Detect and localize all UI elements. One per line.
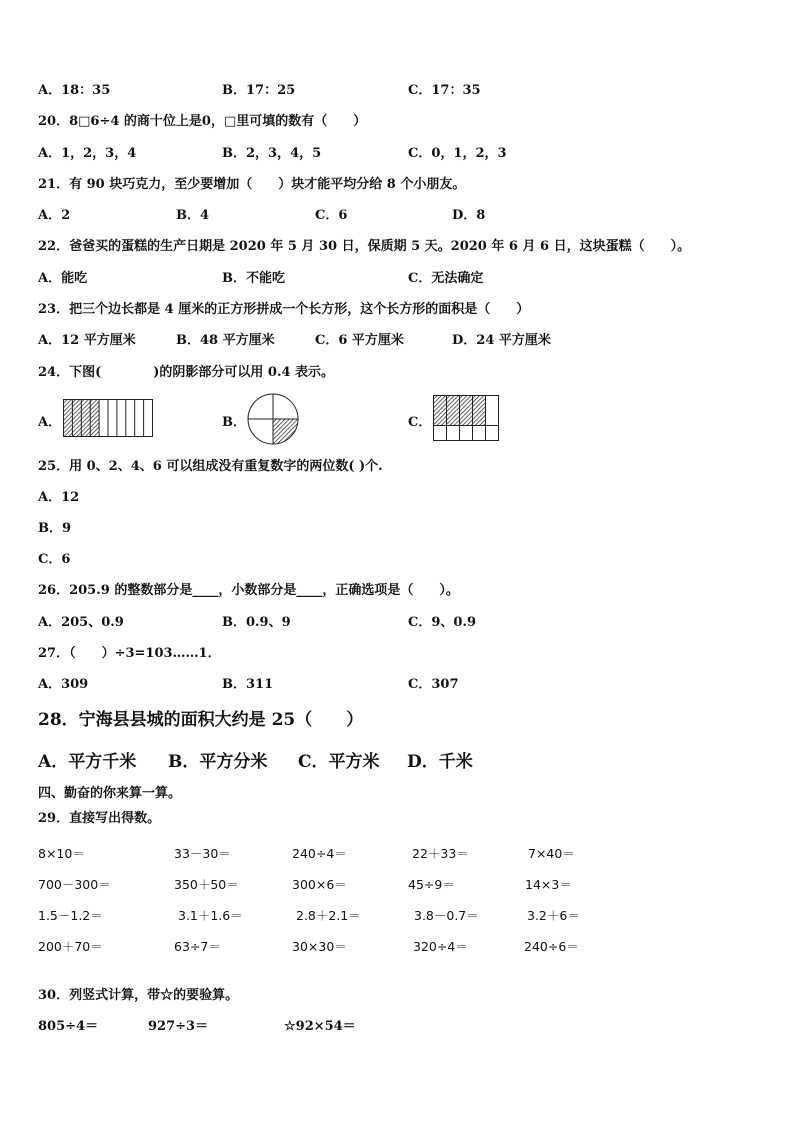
q28-option-a: A．平方千米 (38, 752, 137, 772)
q19-option-a: A．18：35 (38, 83, 111, 98)
q28-stem: 28．宁海县县城的面积大约是 25（ ） (38, 710, 364, 730)
q22-stem: 22．爸爸买的蛋糕的生产日期是 2020 年 5 月 30 日，保质期 5 天。2020 年 6 月 6 日，这块蛋糕（ ）。 (38, 239, 691, 254)
q29-item: 8×10＝ (38, 846, 85, 861)
q23-stem: 23．把三个边长都是 4 厘米的正方形拼成一个长方形，这个长方形的面积是（ ） (38, 302, 530, 317)
q20-option-b: B．2，3，4，5 (222, 146, 322, 161)
q27-stem: 27．（ ）÷3=103……1． (38, 646, 221, 661)
q29-item: 3.2＋6＝ (527, 908, 580, 923)
q29-item: 2.8＋2.1＝ (296, 908, 361, 923)
q21-option-d: D．8 (452, 208, 486, 223)
q29-item: 7×40＝ (528, 846, 575, 861)
q29-item: 240÷6＝ (524, 939, 579, 954)
q23-option-a: A．12 平方厘米 (38, 333, 136, 348)
q24-figure-c-grid (433, 395, 499, 441)
q23-option-c: C．6 平方厘米 (315, 333, 404, 348)
q24-figure-a-strip (63, 399, 153, 437)
q19-option-b: B．17：25 (222, 83, 296, 98)
q25-stem: 25．用 0、2、4、6 可以组成没有重复数字的两位数( )个. (38, 459, 383, 474)
q20-stem: 20．8□6÷4 的商十位上是0，□里可填的数有（ ） (38, 114, 367, 129)
q24-option-c-label: C． (408, 415, 432, 430)
q20-option-c: C．0，1，2，3 (408, 146, 507, 161)
q25-option-c: C．6 (38, 552, 71, 567)
q29-item: 3.8－0.7＝ (414, 908, 479, 923)
q25-option-a: A．12 (38, 490, 80, 505)
q21-option-a: A．2 (38, 208, 71, 223)
q28-option-b: B．平方分米 (168, 752, 268, 772)
q24-stem: 24．下图( )的阴影部分可以用 0.4 表示。 (38, 365, 335, 380)
q29-item: 300×6＝ (292, 877, 347, 892)
q29-item: 63÷7＝ (174, 939, 221, 954)
q28-option-c: C．平方米 (298, 752, 380, 772)
q26-stem: 26．205.9 的整数部分是____，小数部分是____，正确选项是（ ）。 (38, 583, 459, 598)
q26-option-c: C．9、0.9 (408, 615, 477, 630)
q22-option-b: B．不能吃 (222, 271, 285, 286)
q21-stem: 21．有 90 块巧克力，至少要增加（ ）块才能平均分给 8 个小朋友。 (38, 177, 466, 192)
q29-item: 30×30＝ (292, 939, 347, 954)
q30-stem: 30．列竖式计算，带☆的要验算。 (38, 988, 239, 1003)
q30-item: ☆92×54＝ (284, 1019, 356, 1034)
q22-option-a: A．能吃 (38, 271, 88, 286)
q29-item: 33－30＝ (174, 846, 231, 861)
q24-option-a-label: A． (38, 415, 62, 430)
q29-item: 200＋70＝ (38, 939, 103, 954)
q29-item: 1.5－1.2＝ (38, 908, 103, 923)
q23-option-b: B．48 平方厘米 (176, 333, 275, 348)
q27-option-a: A．309 (38, 677, 89, 692)
q29-item: 22＋33＝ (412, 846, 469, 861)
q22-option-c: C．无法确定 (408, 271, 484, 286)
q29-item: 240÷4＝ (292, 846, 347, 861)
q26-option-b: B．0.9、9 (222, 615, 291, 630)
q29-item: 350＋50＝ (174, 877, 239, 892)
q29-item: 320÷4＝ (413, 939, 468, 954)
q20-option-a: A．1，2，3，4 (38, 146, 137, 161)
q29-item: 3.1＋1.6＝ (178, 908, 243, 923)
q25-option-b: B．9 (38, 521, 72, 536)
q21-option-c: C．6 (315, 208, 348, 223)
q27-option-c: C．307 (408, 677, 459, 692)
q19-option-c: C．17：35 (408, 83, 481, 98)
q29-item: 14×3＝ (525, 877, 572, 892)
q30-item: 805÷4＝ (38, 1019, 99, 1034)
q24-option-b-label: B． (222, 415, 246, 430)
q30-item: 927÷3＝ (148, 1019, 209, 1034)
q29-item: 700－300＝ (38, 877, 111, 892)
q23-option-d: D．24 平方厘米 (452, 333, 551, 348)
q26-option-a: A．205、0.9 (38, 615, 124, 630)
q29-item: 45÷9＝ (408, 877, 455, 892)
q28-option-d: D．千米 (407, 752, 473, 772)
q27-option-b: B．311 (222, 677, 274, 692)
q24-figure-b-circle (247, 393, 299, 445)
q21-option-b: B．4 (176, 208, 210, 223)
q29-stem: 29．直接写出得数。 (38, 811, 161, 826)
section-4-heading: 四、勤奋的你来算一算。 (38, 786, 182, 801)
